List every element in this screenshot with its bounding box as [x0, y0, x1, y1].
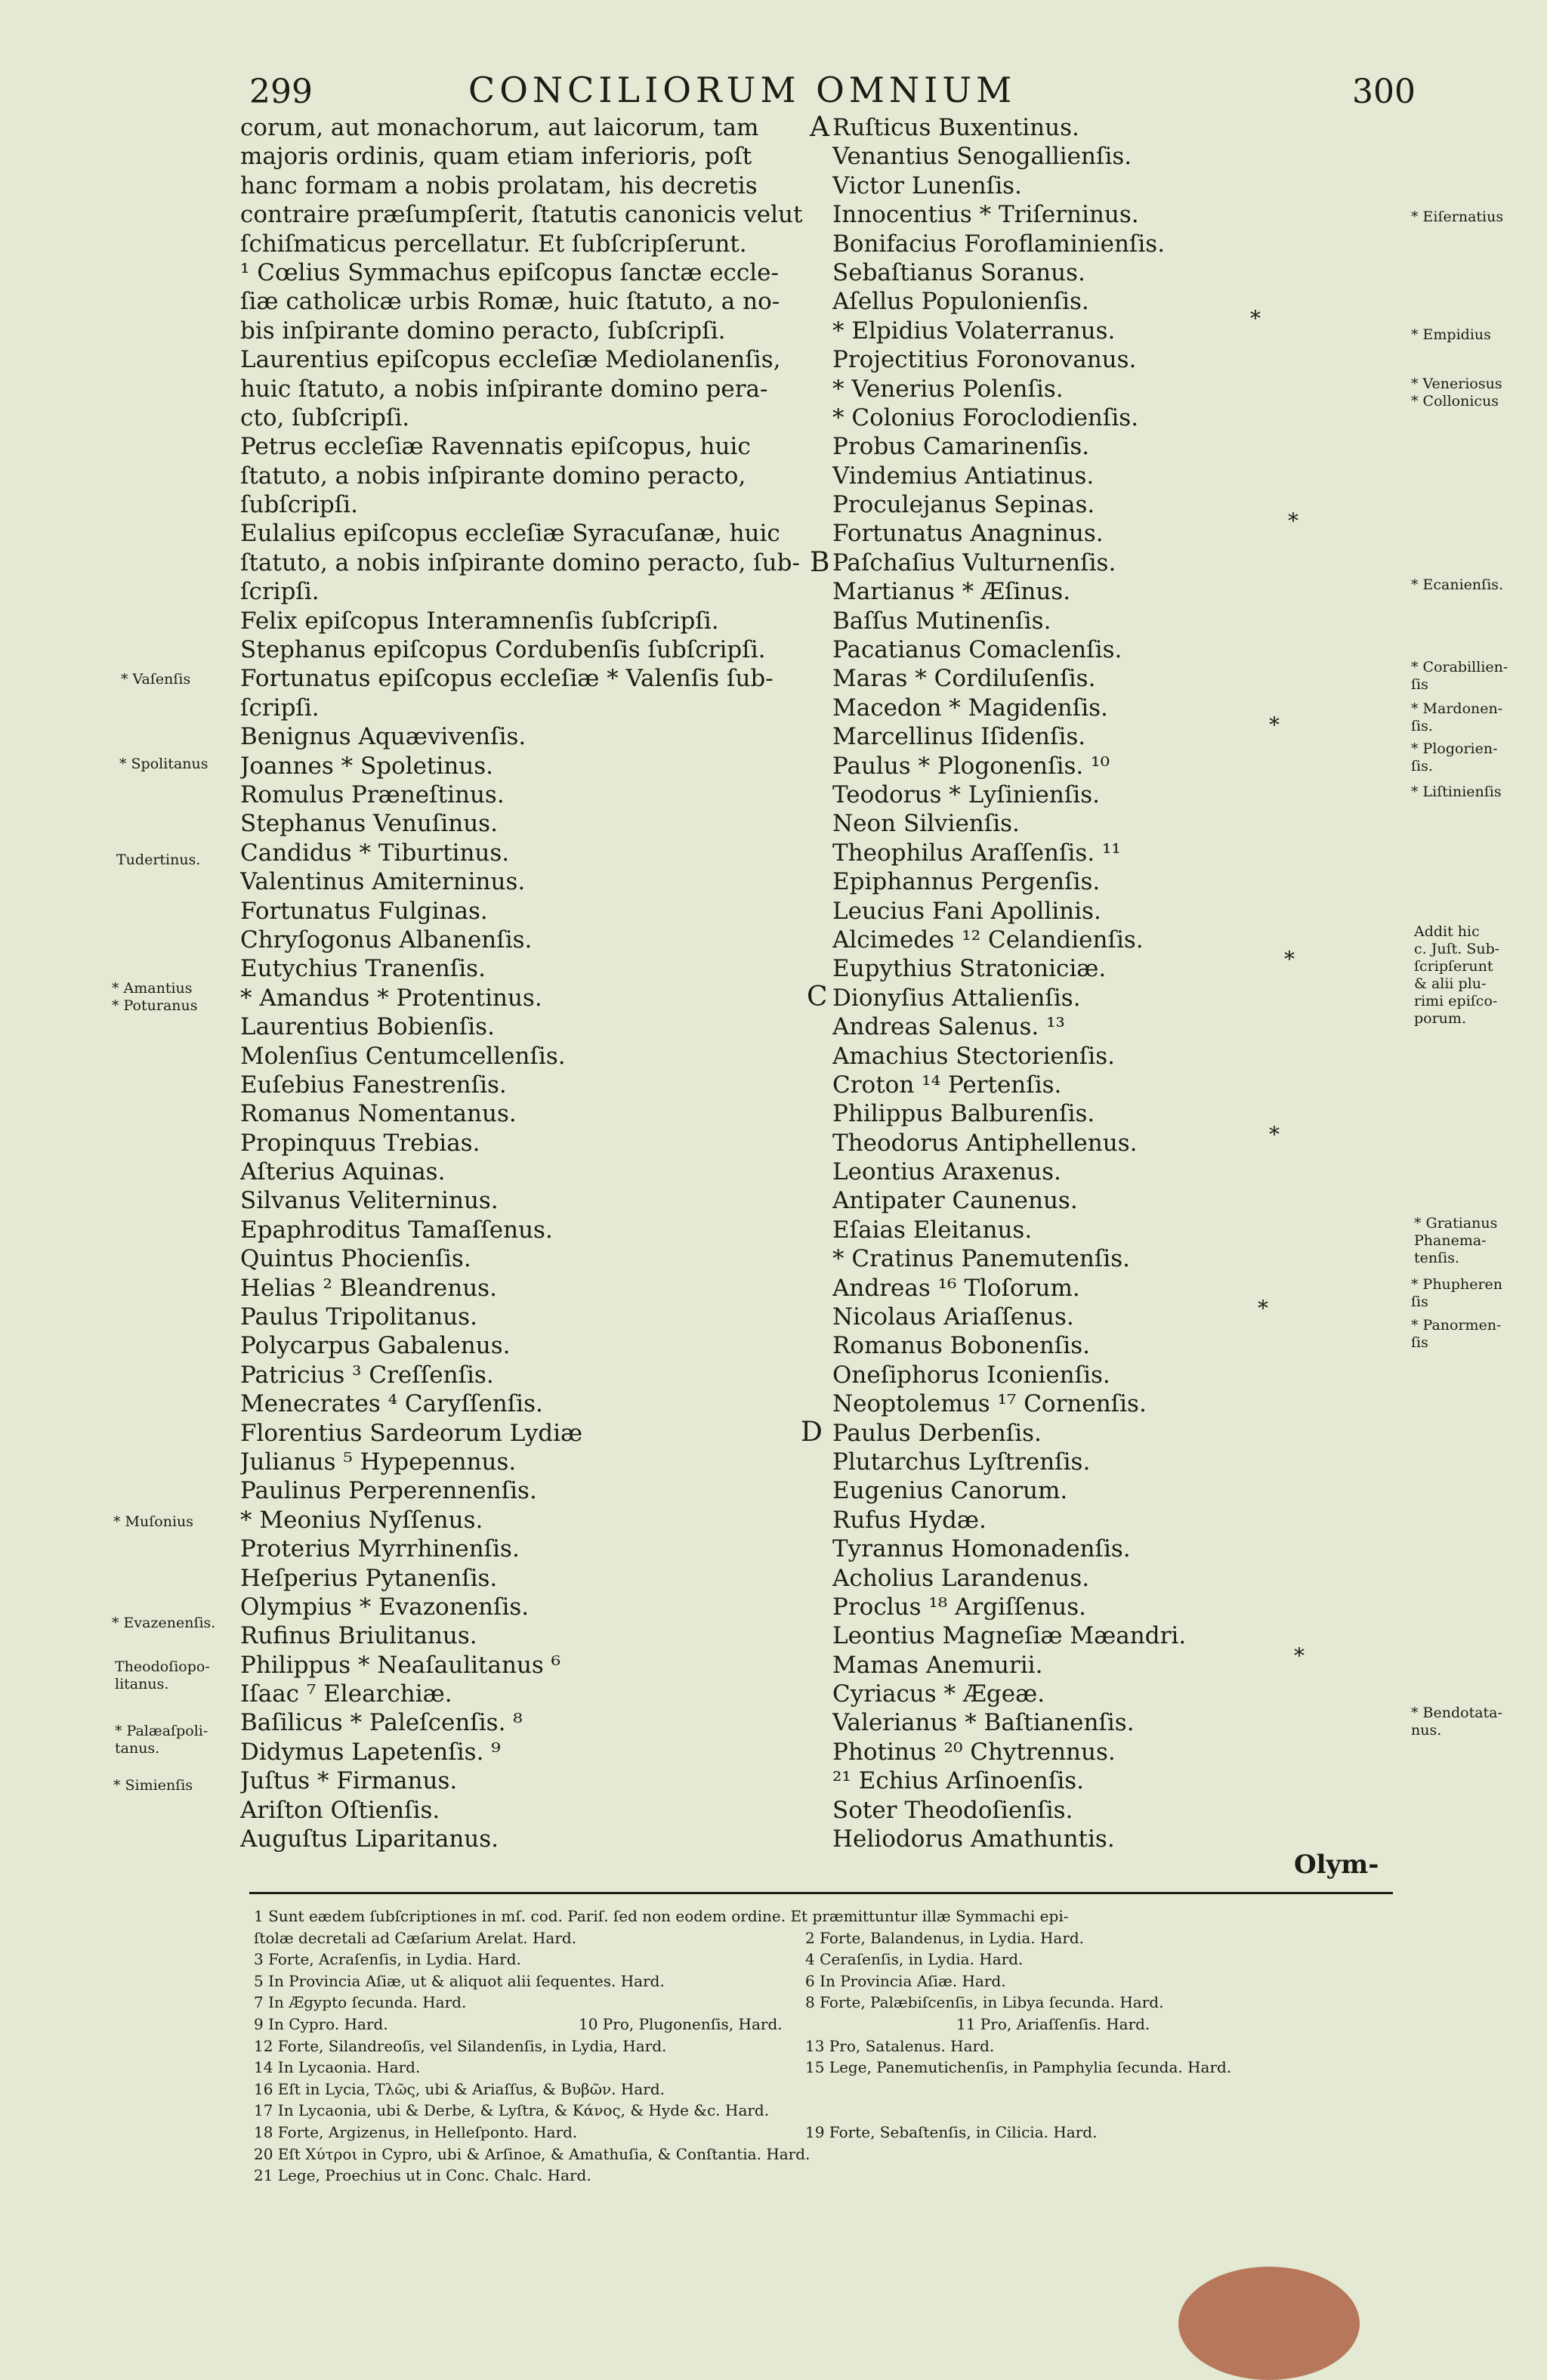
margin-note-line: nus. — [1411, 1722, 1442, 1739]
margin-note-line: * Muſonius — [113, 1513, 194, 1530]
margin-note-line: rimi epiſco- — [1414, 993, 1498, 1009]
margin-note — [1411, 740, 1498, 775]
margin-note-line: * Plogorien- — [1411, 740, 1498, 757]
text-line: Ruſticus Buxentinus. — [832, 114, 1079, 141]
text-line: Valentinus Amiterninus. — [240, 868, 526, 896]
asterisk-mark: * — [1269, 712, 1280, 737]
text-line: Alcimedes ¹² Celandienſis. — [832, 926, 1144, 954]
text-line: Nicolaus Ariaſſenus. — [832, 1303, 1074, 1331]
text-line: Photinus ²⁰ Chytrennus. — [832, 1738, 1116, 1766]
text-line: Proculejanus Sepinas. — [832, 491, 1095, 519]
text-line: * Cratinus Panemutenſis. — [832, 1245, 1130, 1273]
margin-note — [1414, 923, 1499, 1028]
footnote-text: 12 Forte, Silandreoſis, vel Silandenſis, in Lydia, Hard. — [254, 2036, 667, 2055]
catchword: Olym- — [1294, 1850, 1379, 1880]
text-line: Silvanus Veliterninus. — [240, 1187, 499, 1215]
running-title: CONCILIORUM OMNIUM — [468, 70, 1017, 110]
footnote-text: 14 In Lycaonia. Hard. — [254, 2058, 421, 2077]
footnote-text: 18 Forte, Argizenus, in Helleſponto. Hard. — [254, 2122, 578, 2141]
margin-note-line: * Collonicus — [1411, 393, 1499, 410]
margin-note — [1414, 1215, 1497, 1267]
text-line: Innocentius * Triſerninus. — [832, 201, 1139, 229]
footnote-row — [254, 1992, 1402, 2014]
text-line: contraire præſumpſerit, ſtatutis canonicis velut — [240, 201, 803, 229]
text-line: Dionyſius Attalienſis. — [832, 984, 1081, 1012]
margin-note — [121, 671, 190, 688]
footnote-text: 1 Sunt eædem ſubſcriptiones in mſ. cod. Pariſ. ſed non eodem ordine. Et præmittuntur illæ Symmachi epi- — [254, 1907, 1069, 1925]
text-line: Laurentius Bobienſis. — [240, 1013, 495, 1041]
margin-note — [1411, 209, 1503, 226]
text-line: Paulus Tripolitanus. — [240, 1303, 477, 1331]
text-line: ſiæ catholicæ urbis Romæ, huic ſtatuto, a no- — [240, 288, 780, 316]
text-line: Rufus Hydæ. — [832, 1506, 987, 1534]
text-line: Philippus Balburenſis. — [832, 1100, 1095, 1128]
margin-note — [1411, 326, 1491, 344]
footnote-text: 4 Ceraſenſis, in Lydia. Hard. — [805, 1950, 1024, 1969]
text-line: Neoptolemus ¹⁷ Cornenſis. — [832, 1390, 1147, 1418]
text-line: Neon Silvienſis. — [832, 810, 1020, 838]
text-line: Proclus ¹⁸ Argiſſenus. — [832, 1593, 1087, 1621]
margin-note-line: ſis. — [1411, 758, 1433, 774]
margin-note-line: ſis — [1411, 1294, 1428, 1310]
text-line: Juſtus * Firmanus. — [240, 1767, 458, 1795]
footnote-row — [254, 2144, 1402, 2165]
text-line: ſtatuto, a nobis inſpirante domino peracto, ſub- — [240, 549, 800, 576]
margin-note-line: * Amantius — [112, 980, 193, 997]
text-line: Philippus * Neaſaulitanus ⁶ — [240, 1651, 561, 1679]
text-line: Tyrannus Homonadenſis. — [832, 1535, 1131, 1563]
text-line: Croton ¹⁴ Pertenſis. — [832, 1071, 1062, 1099]
footnote-text: 20 Eſt Χύτροι in Cypro, ubi & Arſinoe, & Amathuſia, & Conſtantia. Hard. — [254, 2144, 811, 2163]
text-line: * Venerius Polenſis. — [832, 375, 1064, 403]
asterisk-mark: * — [1294, 1643, 1305, 1668]
text-line: ſubſcripſi. — [240, 491, 358, 519]
text-line: Leucius Fani Apollinis. — [832, 897, 1101, 925]
margin-note — [112, 980, 198, 1015]
text-line: Martianus * Æſinus. — [832, 578, 1071, 606]
margin-note — [119, 756, 208, 773]
text-line: Helias ² Bleandrenus. — [240, 1274, 497, 1302]
text-line: bis inſpirante domino peracto, ſubſcripſi. — [240, 317, 726, 345]
margin-note-line: * Ecanienſis. — [1411, 576, 1504, 593]
text-line: Florentius Sardeorum Lydiæ — [240, 1419, 583, 1447]
margin-note-line: * Bendotata- — [1411, 1705, 1502, 1721]
margin-note-line: tenſis. — [1414, 1250, 1460, 1266]
text-line: Proterius Myrrhinenſis. — [240, 1535, 520, 1563]
margin-note — [1411, 784, 1502, 801]
footnote-text: 17 In Lycaonia, ubi & Derbe, & Lyſtra, & Κάνος, & Hyde &c. Hard. — [254, 2101, 770, 2120]
margin-note-line: * Veneriosus — [1411, 376, 1502, 392]
margin-note-line: * Mardonen- — [1411, 700, 1503, 717]
text-line: huic ſtatuto, a nobis inſpirante domino pera- — [240, 375, 768, 403]
footnote-text: 15 Lege, Panemutichenſis, in Pamphylia ſecunda. Hard. — [805, 2058, 1232, 2077]
footnote-row — [254, 2057, 1402, 2079]
margin-note-line: * Empidius — [1411, 326, 1491, 343]
text-line: ſcripſi. — [240, 578, 320, 606]
text-line: ſtatuto, a nobis inſpirante domino peracto, — [240, 462, 746, 490]
text-line: Chryſogonus Albanenſis. — [240, 926, 533, 954]
text-line: Eupythius Stratoniciæ. — [832, 955, 1107, 983]
text-line: Molenſius Centumcellenſis. — [240, 1042, 566, 1070]
text-line: Patricius ³ Creſſenſis. — [240, 1361, 494, 1389]
text-line: Felix epiſcopus Interamnenſis ſubſcripſi. — [240, 607, 719, 635]
footnote-row — [254, 2079, 1402, 2100]
text-line: majoris ordinis, quam etiam inferioris, poſt — [240, 143, 752, 171]
text-line: Didymus Lapetenſis. ⁹ — [240, 1738, 501, 1766]
footnote-text: 11 Pro, Ariaſſenſis. Hard. — [956, 2014, 1150, 2033]
text-line: Stephanus epiſcopus Cordubenſis ſubſcripſi. — [240, 636, 766, 664]
text-line: Euſebius Fanestrenſis. — [240, 1071, 507, 1099]
text-line: Epaphroditus Tamaſſenus. — [240, 1216, 553, 1244]
text-line: Oneſiphorus Iconienſis. — [832, 1361, 1110, 1389]
text-line: Maras * Cordiluſenſis. — [832, 665, 1096, 693]
margin-note — [1411, 1705, 1502, 1739]
text-line: Rufinus Briulitanus. — [240, 1622, 477, 1650]
margin-note — [116, 852, 200, 869]
footnote-text: 8 Forte, Palæbiſcenſis, in Libya ſecunda. Hard. — [805, 1993, 1164, 2012]
margin-note-line: & alii plu- — [1414, 975, 1487, 992]
margin-note-line: Addit hic — [1414, 923, 1480, 940]
section-letter: C — [807, 981, 828, 1012]
margin-note — [1411, 659, 1508, 694]
text-line: Antipater Caunenus. — [832, 1187, 1078, 1215]
text-line: Eſaias Eleitanus. — [832, 1216, 1033, 1244]
text-line: Theodorus Antiphellenus. — [832, 1129, 1138, 1157]
text-line: ²¹ Echius Arſinoenſis. — [832, 1767, 1084, 1795]
asterisk-mark: * — [1258, 1296, 1268, 1321]
margin-note — [115, 1658, 210, 1693]
footnote-row — [254, 2122, 1402, 2144]
section-letter: A — [810, 112, 829, 143]
footnote-row — [254, 1949, 1402, 1970]
margin-note-line: litanus. — [115, 1676, 169, 1692]
text-line: Romanus Nomentanus. — [240, 1100, 517, 1128]
margin-note — [113, 1513, 193, 1531]
text-line: Auguſtus Liparitanus. — [240, 1825, 499, 1853]
text-line: Candidus * Tiburtinus. — [240, 839, 510, 867]
page-number-right: 300 — [1352, 73, 1416, 111]
footnote-row — [254, 2014, 1402, 2035]
asterisk-mark: * — [1269, 1122, 1280, 1147]
text-line: Aſterius Aquinas. — [240, 1158, 446, 1186]
footnote-row — [254, 1970, 1402, 1992]
footnote-text: 10 Pro, Plugonenſis, Hard. — [579, 2014, 783, 2033]
text-line: Sebaſtianus Soranus. — [832, 258, 1085, 286]
page-number-left: 299 — [249, 73, 313, 111]
text-line: Olympius * Evazonenſis. — [240, 1593, 530, 1621]
margin-note-line: c. Juſt. Sub- — [1414, 941, 1500, 957]
margin-note — [1411, 576, 1503, 594]
text-line: Propinquus Trebias. — [240, 1129, 480, 1157]
text-line: Pacatianus Comaclenſis. — [832, 636, 1122, 664]
margin-note-line: ſis — [1411, 676, 1428, 693]
margin-note — [1411, 1317, 1501, 1352]
text-line: cto, ſubſcripſi. — [240, 403, 410, 431]
footnote-rule — [249, 1892, 1393, 1894]
text-line: Venantius Senogallienſis. — [832, 143, 1132, 171]
text-line: Amachius Stectorienſis. — [832, 1042, 1115, 1070]
margin-note — [1411, 700, 1502, 735]
text-line: Julianus ⁵ Hypepennus. — [240, 1448, 517, 1476]
text-line: Baſilicus * Paleſcenſis. ⁸ — [240, 1709, 523, 1737]
text-line: Paulus * Plogonenſis. ¹⁰ — [832, 752, 1110, 780]
text-line: Fortunatus Anagninus. — [832, 520, 1104, 548]
margin-note — [112, 1615, 215, 1632]
margin-note-line: ſcripſerunt — [1414, 958, 1493, 975]
left-column — [240, 113, 808, 1853]
margin-note-line: * Vaſenſis — [121, 671, 191, 688]
text-line: ¹ Cœlius Symmachus epiſcopus ſanctæ eccle- — [240, 258, 779, 286]
text-line: Teodorus * Lyſinienſis. — [832, 780, 1100, 808]
margin-note — [115, 1723, 208, 1757]
footnote-row — [254, 2100, 1402, 2122]
margin-note — [113, 1777, 193, 1794]
footnote-text: 19 Forte, Sebaſtenſis, in Cilicia. Hard. — [805, 2122, 1098, 2141]
margin-note-line: * Liſtinienſis — [1411, 784, 1502, 800]
text-line: Plutarchus Lyſtrenſis. — [832, 1448, 1091, 1476]
text-line: Laurentius epiſcopus eccleſiæ Mediolanenſis, — [240, 346, 781, 374]
margin-note-line: * Poturanus — [112, 997, 198, 1014]
margin-note-line: porum. — [1414, 1010, 1466, 1027]
text-line: * Meonius Nyſſenus. — [240, 1506, 483, 1534]
text-line: Eulalius epiſcopus eccleſiæ Syracuſanæ, huic — [240, 520, 780, 548]
footnote-text: 6 In Provincia Aſiæ. Hard. — [805, 1971, 1006, 1990]
footnote-text: 9 In Cypro. Hard. — [254, 2014, 388, 2033]
margin-note-line: * Spolitanus — [119, 756, 208, 772]
footnote-row — [254, 1906, 1402, 1927]
margin-note-line: * Corabillien- — [1411, 659, 1508, 675]
footnote-text: ſtolæ decretali ad Cæſarium Arelat. Hard. — [254, 1928, 577, 1947]
text-line: hanc formam a nobis prolatam, his decretis — [240, 172, 758, 199]
text-line: Theophilus Araſſenſis. ¹¹ — [832, 839, 1121, 867]
text-line: Acholius Larandenus. — [832, 1564, 1090, 1592]
text-line: Quintus Phocienſis. — [240, 1245, 471, 1273]
margin-note-line: * Palæaſpoli- — [115, 1723, 208, 1739]
text-line: Romulus Præneſtinus. — [240, 780, 505, 808]
page-stain — [1178, 2267, 1360, 2380]
text-line: Romanus Bobonenſis. — [832, 1332, 1090, 1360]
text-line: Mamas Anemurii. — [832, 1651, 1043, 1679]
text-line: * Colonius Foroclodienſis. — [832, 403, 1139, 431]
text-line: Paſchaſius Vulturnenſis. — [832, 549, 1116, 576]
margin-note-line: * Panormen- — [1411, 1317, 1502, 1334]
text-line: Stephanus Venuſinus. — [240, 810, 498, 838]
text-line: Bonifacius Foroflaminienſis. — [832, 230, 1166, 258]
text-line: Leontius Magneſiæ Mæandri. — [832, 1622, 1187, 1650]
text-line: Menecrates ⁴ Caryſſenſis. — [240, 1390, 543, 1418]
section-letter: B — [810, 547, 830, 578]
asterisk-mark: * — [1250, 306, 1261, 331]
text-line: Ariſton Oſtienſis. — [240, 1796, 440, 1824]
footnote-text: 2 Forte, Balandenus, in Lydia. Hard. — [805, 1928, 1085, 1947]
footnote-row — [254, 1927, 1402, 1949]
text-line: Andreas Salenus. ¹³ — [832, 1013, 1065, 1041]
text-line: Projectitius Foronovanus. — [832, 346, 1137, 374]
footnotes — [254, 1906, 1402, 2187]
footnote-text: 5 In Provincia Aſiæ, ut & aliquot alii ſequentes. Hard. — [254, 1971, 665, 1990]
footnote-text: 16 Eſt in Lycia, Τλῶς, ubi & Ariaſſus, & Βυβῶν. Hard. — [254, 2079, 665, 2098]
text-line: Paulus Derbenſis. — [832, 1419, 1042, 1447]
margin-note-line: Tudertinus. — [116, 852, 201, 868]
margin-note — [1411, 1276, 1502, 1311]
text-line: Benignus Aquævivenſis. — [240, 723, 526, 751]
text-line: Iſaac ⁷ Elearchiæ. — [240, 1680, 452, 1708]
footnote-text: 13 Pro, Satalenus. Hard. — [805, 2036, 995, 2055]
text-line: * Amandus * Protentinus. — [240, 984, 542, 1012]
margin-note-line: ſis — [1411, 1334, 1428, 1351]
margin-note-line: * Eiſernatius — [1411, 209, 1504, 225]
footnote-text: 3 Forte, Acraſenſis, in Lydia. Hard. — [254, 1950, 521, 1969]
text-line: Epiphannus Pergenſis. — [832, 868, 1101, 896]
margin-note — [1411, 376, 1502, 410]
page-header — [0, 66, 1547, 112]
margin-note-line: * Gratianus — [1414, 1215, 1498, 1232]
text-line: ſcripſi. — [240, 694, 320, 722]
text-line: Soter Theodoſienſis. — [832, 1796, 1073, 1824]
text-line: Heſperius Pytanenſis. — [240, 1564, 498, 1592]
text-line: Joannes * Spoletinus. — [240, 752, 494, 780]
text-line: ſchiſmaticus percellatur. Et ſubſcripſerunt. — [240, 230, 747, 258]
margin-note-line: tanus. — [115, 1740, 160, 1757]
text-line: Fortunatus epiſcopus eccleſiæ * Valenſis ſub- — [240, 665, 774, 693]
text-line: Baſſus Mutinenſis. — [832, 607, 1051, 635]
text-line: Polycarpus Gabalenus. — [240, 1332, 511, 1360]
text-line: Eutychius Tranenſis. — [240, 955, 486, 983]
text-line: Petrus eccleſiæ Ravennatis epiſcopus, huic — [240, 433, 751, 461]
text-line: Marcellinus Iſidenſis. — [832, 723, 1086, 751]
footnote-row — [254, 2035, 1402, 2057]
asterisk-mark: * — [1288, 508, 1298, 533]
margin-note-line: * Phupheren — [1411, 1276, 1503, 1293]
footnote-row — [254, 2165, 1402, 2187]
text-line: Macedon * Magidenſis. — [832, 694, 1108, 722]
text-line: Eugenius Canorum. — [832, 1477, 1068, 1505]
text-line: Probus Camarinenſis. — [832, 433, 1090, 461]
asterisk-mark: * — [1284, 947, 1295, 972]
text-line: Valerianus * Baſtianenſis. — [832, 1709, 1135, 1737]
margin-note-line: * Simienſis — [113, 1777, 193, 1794]
text-line: Andreas ¹⁶ Tloſorum. — [832, 1274, 1080, 1302]
text-line: Heliodorus Amathuntis. — [832, 1825, 1115, 1853]
margin-note-line: Phanema- — [1414, 1232, 1487, 1249]
footnote-text: 21 Lege, Proechius ut in Conc. Chalc. Hard. — [254, 2166, 591, 2185]
margin-note-line: Theodoſiopo- — [115, 1658, 210, 1675]
section-letter: D — [801, 1417, 823, 1448]
text-line: Paulinus Perperennenſis. — [240, 1477, 537, 1505]
text-line: Aſellus Populonienſis. — [832, 288, 1089, 316]
text-line: Leontius Araxenus. — [832, 1158, 1061, 1186]
text-line: * Elpidius Volaterranus. — [832, 317, 1116, 345]
right-column — [832, 113, 1316, 1853]
text-line: Cyriacus * Ægeæ. — [832, 1680, 1045, 1708]
margin-note-line: ſis. — [1411, 718, 1433, 734]
text-line: Vindemius Antiatinus. — [832, 462, 1095, 490]
text-line: Fortunatus Fulginas. — [240, 897, 488, 925]
margin-note-line: * Evazenenſis. — [112, 1615, 216, 1631]
text-line: corum, aut monachorum, aut laicorum, tam — [240, 114, 759, 141]
footnote-text: 7 In Ægypto ſecunda. Hard. — [254, 1993, 467, 2012]
text-line: Victor Lunenſis. — [832, 172, 1022, 199]
